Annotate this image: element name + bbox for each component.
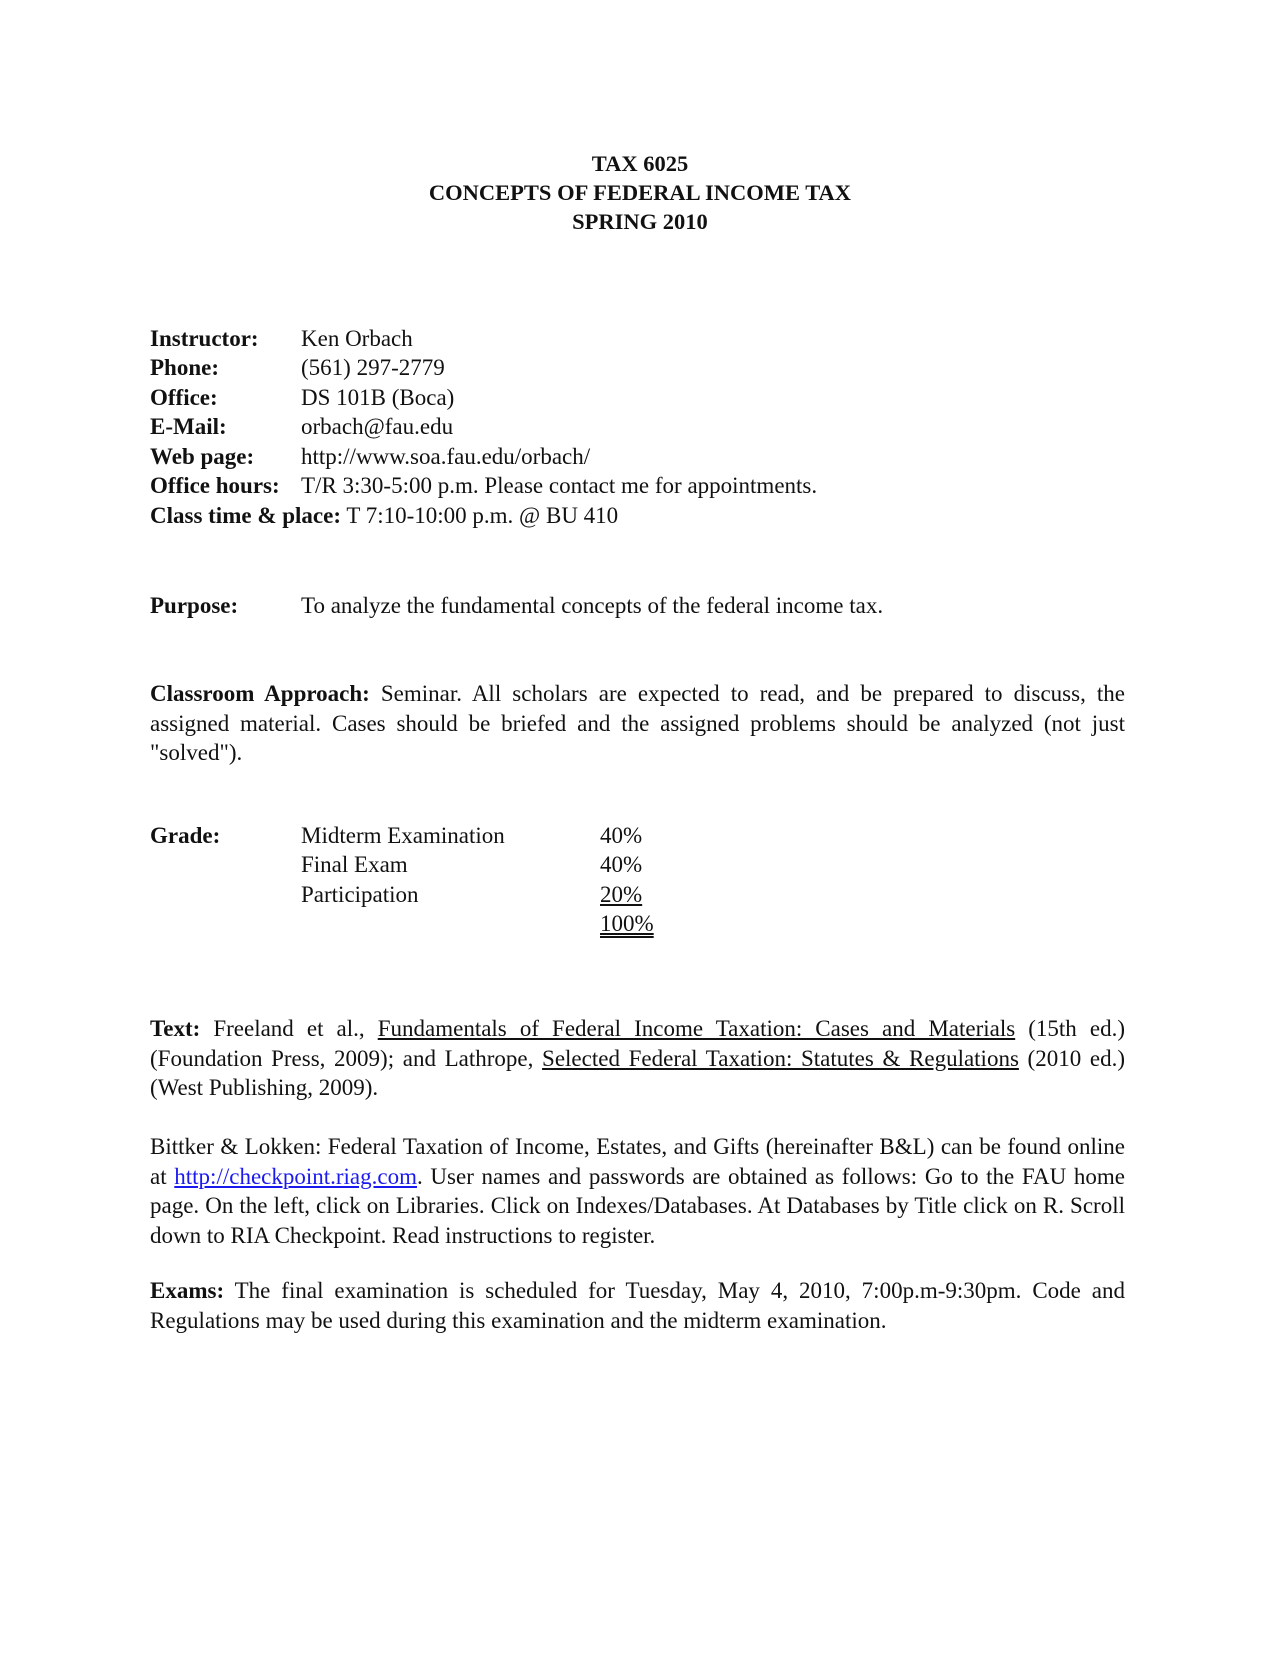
text-part: Freeland et al., <box>200 1016 378 1041</box>
phone-value: (561) 297-2779 <box>301 355 445 380</box>
book-title-1: Fundamentals of Federal Income Taxation: Cases and Materials <box>377 1016 1016 1041</box>
grade-item-pct: 40% <box>600 823 643 848</box>
exams-text: The final examination is scheduled for Tuesday, May 4, 2010, 7:00p.m-9:30pm. Code and Regulations may be used during this examination and the midterm examination. <box>150 1278 1125 1333</box>
bittker-paragraph <box>150 1132 1125 1250</box>
bittker-text: . User names and passwords are obtained as follows: Go to the FAU home page. On the left, click on Libraries. Click on Indexes/Databases. At Databases by Title click on R. Scroll down to RIA Checkpoint. Read instructions to register. <box>150 1163 1125 1248</box>
office-hours-label: Office hours: <box>150 473 280 498</box>
email-label: E-Mail: <box>150 414 227 439</box>
webpage-label: Web page: <box>150 444 255 469</box>
grade-label: Grade: <box>150 823 221 848</box>
class-time-row <box>150 503 618 529</box>
office-hours-value: T/R 3:30-5:00 p.m. Please contact me for appointments. <box>301 473 818 498</box>
email-value: orbach@fau.edu <box>301 414 454 439</box>
office-value: DS 101B (Boca) <box>301 385 455 410</box>
exams-paragraph <box>150 1276 1125 1335</box>
exams-label: Exams: <box>150 1278 225 1303</box>
webpage-value: http://www.soa.fau.edu/orbach/ <box>301 444 591 469</box>
text-section <box>150 1014 1125 1103</box>
book-title-2: Selected Federal Taxation: Statutes & Regulations <box>542 1045 1019 1071</box>
classroom-approach <box>150 679 1125 768</box>
classroom-label: Classroom Approach: <box>150 681 370 706</box>
grade-item-name: Participation <box>301 882 419 907</box>
text-label: Text: <box>150 1016 201 1041</box>
grade-total: 100% <box>600 911 654 936</box>
bittker-text: Bittker & Lokken: Federal Taxation of Income, Estates, and Gifts (hereinafter B&L) can be found online at <box>150 1134 1125 1189</box>
class-time-label: Class time & place: <box>150 503 341 528</box>
purpose-label: Purpose: <box>150 593 239 618</box>
classroom-text: Seminar. All scholars are expected to read, and be prepared to discuss, the assigned material. Cases should be briefed and the assigned problems should be analyzed (not just "solved"). <box>150 681 1125 765</box>
course-code: TAX 6025 <box>591 151 689 176</box>
checkpoint-link[interactable]: http://checkpoint.riag.com <box>174 1163 417 1189</box>
office-label: Office: <box>150 385 218 410</box>
grade-item-name: Final Exam <box>301 852 408 877</box>
text-part: (15th ed.) (Foundation Press, 2009); and Lathrope, <box>150 1016 1125 1071</box>
grade-item-pct: 20% <box>600 882 643 907</box>
text-part: (2010 ed.) (West Publishing, 2009). <box>150 1045 1125 1100</box>
class-time-value: T 7:10-10:00 p.m. @ BU 410 <box>341 503 619 528</box>
grade-item-pct: 40% <box>600 852 643 877</box>
grade-item-name: Midterm Examination <box>301 823 505 848</box>
instructor-label: Instructor: <box>150 326 259 351</box>
instructor-value: Ken Orbach <box>301 326 413 351</box>
phone-label: Phone: <box>150 355 219 380</box>
course-term: SPRING 2010 <box>572 209 708 234</box>
purpose-text: To analyze the fundamental concepts of the federal income tax. <box>301 593 884 618</box>
course-title: CONCEPTS OF FEDERAL INCOME TAX <box>428 180 852 205</box>
